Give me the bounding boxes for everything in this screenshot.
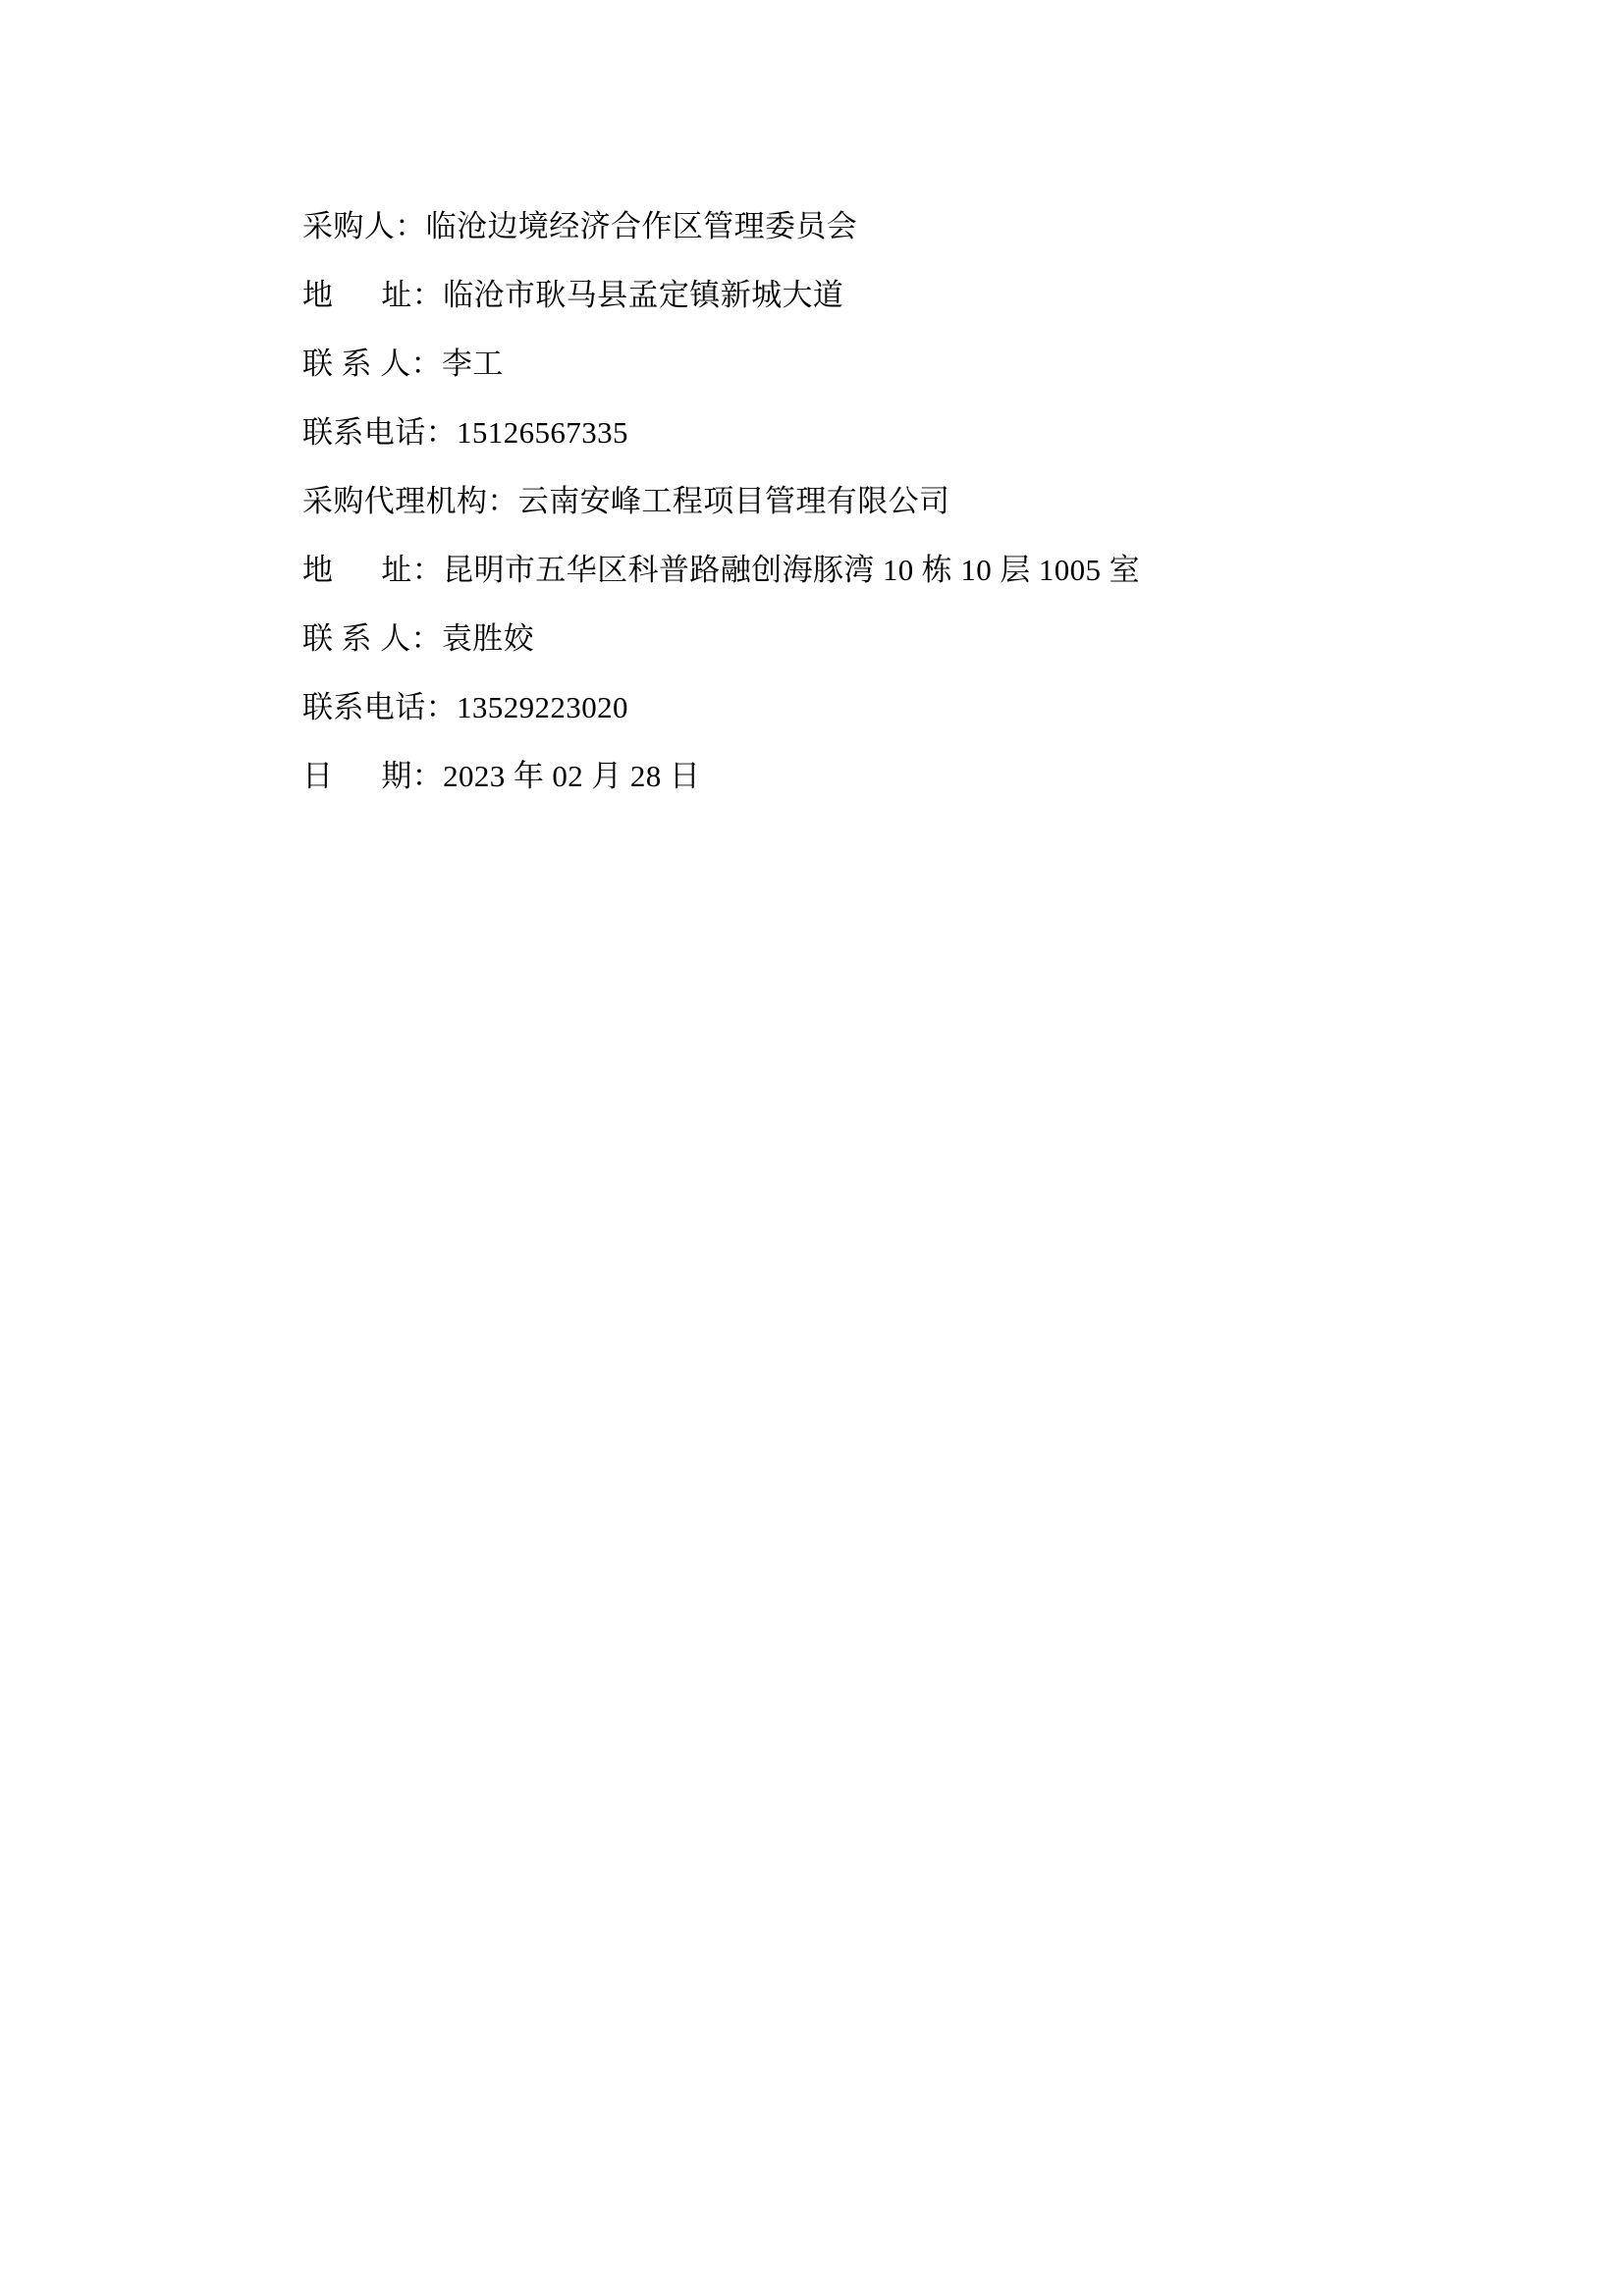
- agency-line: 采购代理机构：云南安峰工程项目管理有限公司: [302, 484, 950, 518]
- purchaser-phone-line: 联系电话：15126567335: [302, 415, 628, 450]
- agency-contact-line: 联 系 人：袁胜姣: [302, 621, 535, 656]
- agency-phone-line: 联系电话：13529223020: [302, 690, 628, 724]
- purchaser-line: 采购人：临沧边境经济合作区管理委员会: [302, 209, 858, 243]
- date-line: 日 期：2023 年 02 月 28 日: [302, 759, 701, 793]
- purchaser-address-line: 地 址：临沧市耿马县孟定镇新城大道: [302, 278, 844, 312]
- agency-address-line: 地 址：昆明市五华区科普路融创海豚湾 10 栋 10 层 1005 室: [302, 553, 1140, 587]
- purchaser-contact-line: 联 系 人：李工: [302, 347, 504, 381]
- contact-information-block: [302, 192, 1343, 811]
